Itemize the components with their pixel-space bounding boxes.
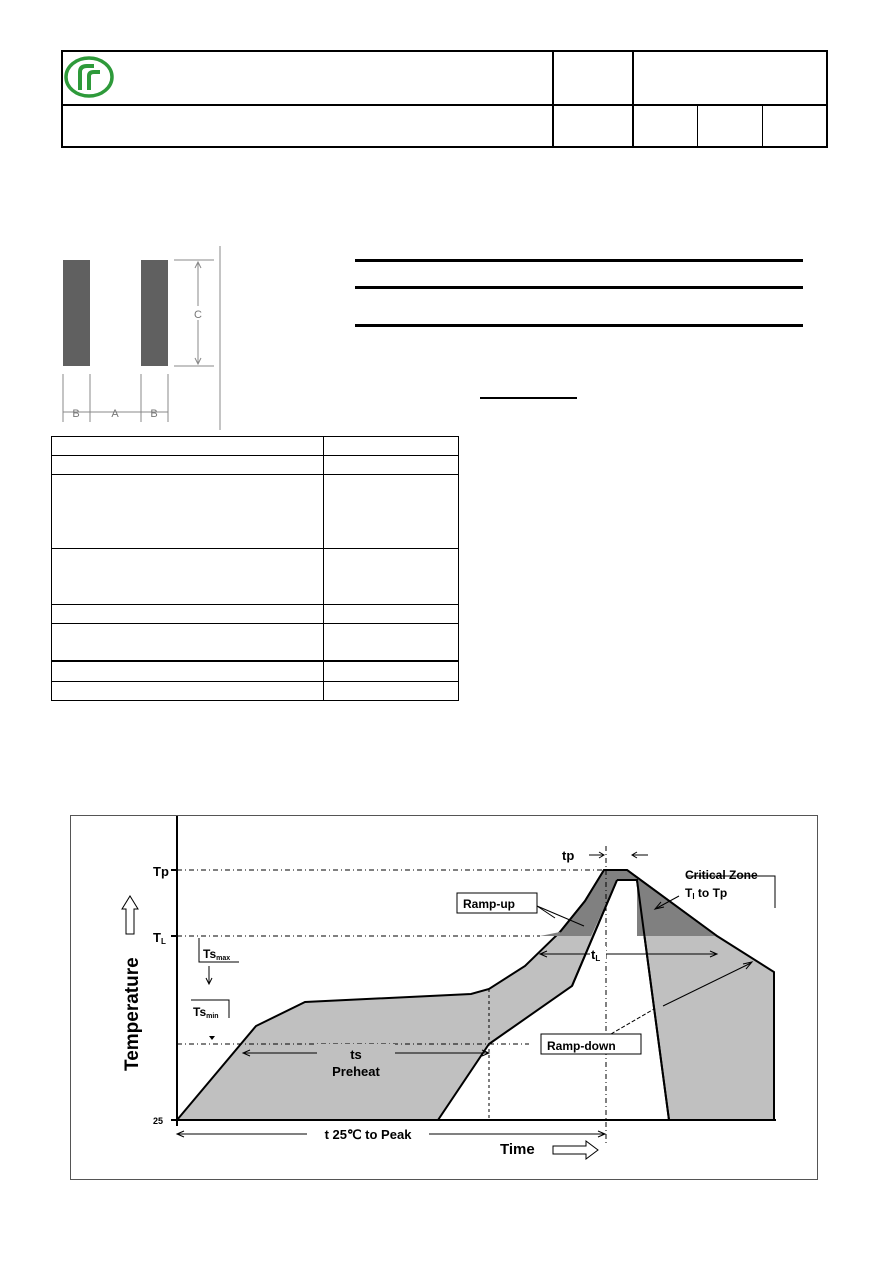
dimension-b-label-right: B <box>150 408 158 420</box>
dimension-c-label: C <box>194 309 202 321</box>
table-row-divider <box>52 660 458 662</box>
header-column-divider <box>762 105 763 146</box>
label-t25-to-peak: t 25℃ to Peak <box>324 1127 412 1142</box>
dimension-a-label: A <box>111 408 119 420</box>
dimension-table-header-rule <box>355 286 803 289</box>
reflow-profile-frame <box>70 815 818 1180</box>
label-ramp-up: Ramp-up <box>463 897 515 911</box>
tick-tp: Tp <box>153 864 169 879</box>
table-row-divider <box>52 623 458 624</box>
header-divider <box>63 104 826 106</box>
tick-tl: TL <box>153 930 166 946</box>
label-tp: tp <box>562 848 575 863</box>
label-ts-min: Tsmin <box>193 1005 219 1020</box>
tick-25: 25 <box>153 1116 164 1126</box>
dimension-table-bottom-rule <box>355 324 803 327</box>
reflow-profile-diagram <box>71 816 817 1179</box>
label-ts: ts <box>350 1047 362 1062</box>
table-row-divider <box>52 474 458 475</box>
right-arrow-icon <box>553 1141 598 1159</box>
table-row-divider <box>52 681 458 682</box>
dimension-b-label: B <box>72 408 80 420</box>
label-tl: tL <box>591 947 601 963</box>
reflow-spec-table <box>51 436 459 701</box>
dimension-table-top-rule <box>355 259 803 262</box>
table-row-divider <box>52 548 458 549</box>
x-axis-title: Time <box>500 1141 535 1158</box>
heading-underline <box>480 397 577 399</box>
table-row-divider <box>52 455 458 456</box>
header-column-divider <box>552 52 554 146</box>
pad-right <box>141 260 168 366</box>
y-axis-title: Temperature <box>122 957 143 1071</box>
up-arrow-icon <box>122 896 138 934</box>
label-critical-range: Tl to Tp <box>685 886 728 901</box>
header-column-divider <box>697 105 698 146</box>
pad-left <box>63 260 90 366</box>
pad-layout-diagram <box>58 244 228 430</box>
header-column-divider <box>632 52 634 146</box>
company-logo <box>64 56 114 98</box>
label-critical-zone: Critical Zone <box>685 868 758 882</box>
label-ramp-down: Ramp-down <box>547 1039 616 1053</box>
label-ts-max: Tsmax <box>203 947 231 962</box>
document-header <box>61 50 828 148</box>
table-row-divider <box>52 604 458 605</box>
label-preheat: Preheat <box>332 1064 380 1079</box>
